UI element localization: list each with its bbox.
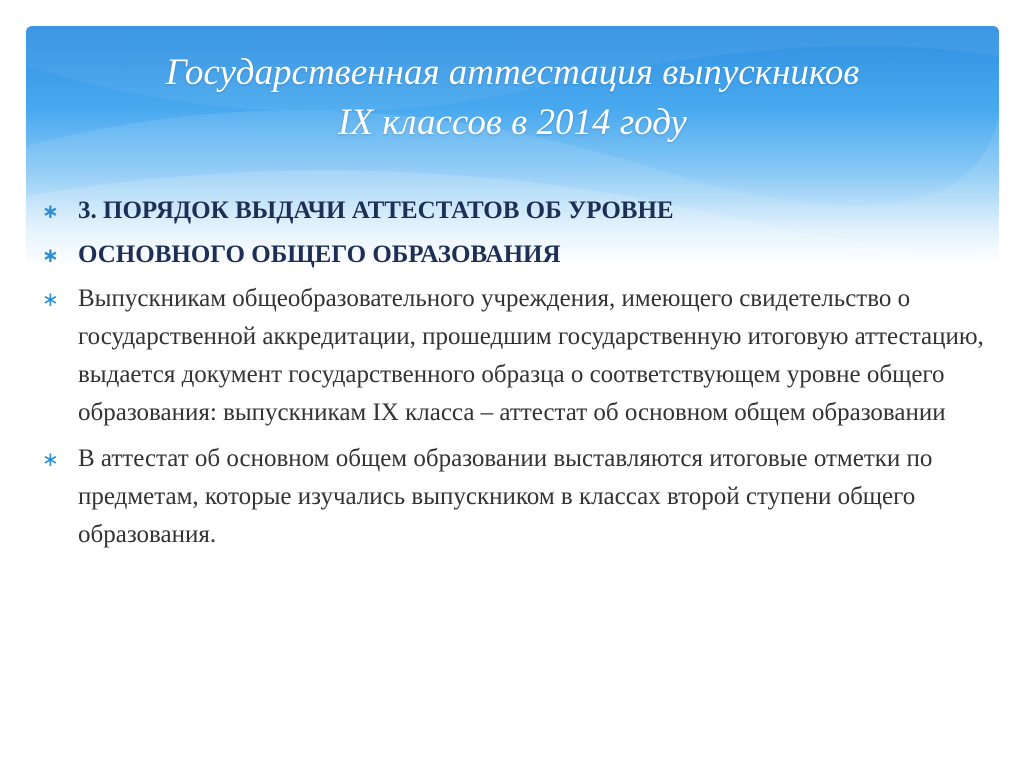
list-item-heading-2 [40,236,990,274]
slide-title-line-2: IX классов в 2014 году [338,102,687,143]
list-item-paragraph-2 [40,440,990,554]
list-item-text: ОСНОВНОГО ОБЩЕГО ОБРАЗОВАНИЯ [78,241,561,268]
asterisk-bullet-icon: ∗ [42,243,59,267]
list-item-paragraph-1 [40,280,990,432]
list-item-text: Выпускникам общеобразовательного учреждения, имеющего свидетельство о государственной аккредитации, прошедшим государственную итоговую аттестацию, выдается документ государственного образца о соответствующем уровне общего образования: выпускникам IX класса – аттестат об основном общем образовании [78,285,984,426]
slide-title [26,48,999,148]
bullet-list [40,192,990,562]
asterisk-bullet-icon: ∗ [42,199,59,223]
slide-title-line-1: Государственная аттестация выпускников [165,52,860,93]
list-item-text: В аттестат об основном общем образовании выставляются итоговые отметки по предметам, которые изучались выпускником в классах второй ступени общего образования. [78,445,933,548]
asterisk-bullet-icon: ∗ [42,447,59,471]
list-item-text: 3. ПОРЯДОК ВЫДАЧИ АТТЕСТАТОВ ОБ УРОВНЕ [78,197,674,224]
list-item-heading-1 [40,192,990,230]
asterisk-bullet-icon: ∗ [42,287,59,311]
